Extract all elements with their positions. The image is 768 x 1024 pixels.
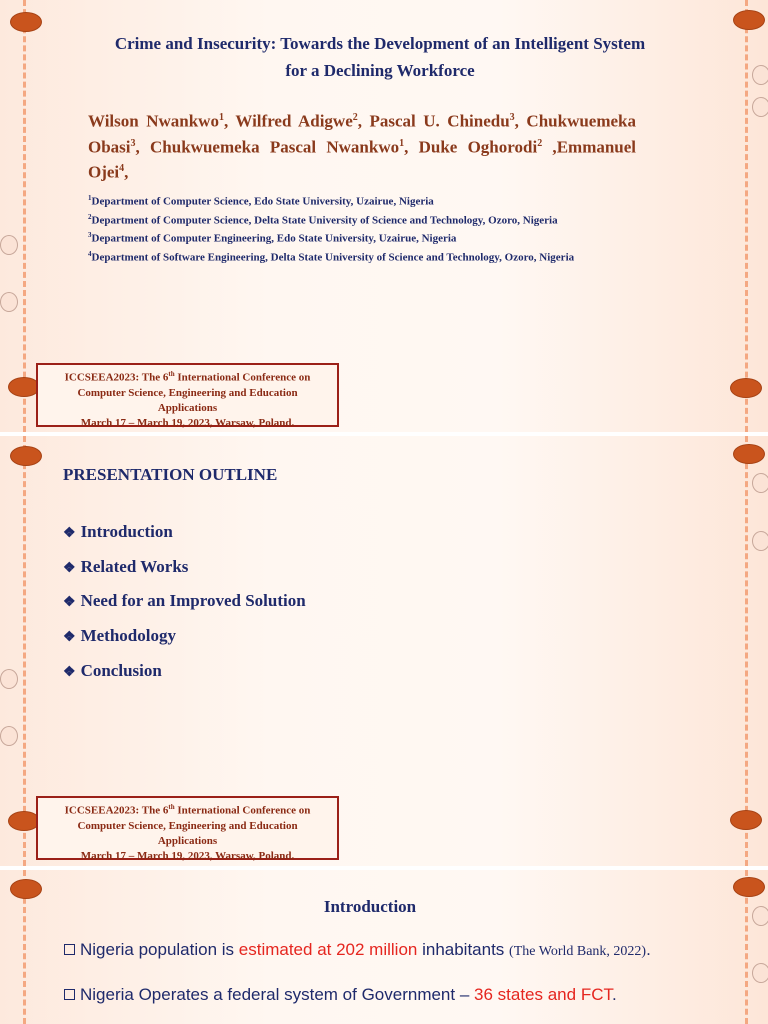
- outline-heading: PRESENTATION OUTLINE: [63, 465, 278, 484]
- author-list: Wilson Nwankwo$^1$, Wilfred Adigwe$^2$, Pascal U. Chinedu$^3$, Chukwuemeka Obasi$^3$, Chukwuemeka Pascal Nwankwo$^1$, Duke Oghorodi$^2$ ,Emmanuel Ojei$^4$,: [88, 111, 637, 182]
- affiliation-list: [88, 191, 574, 266]
- corner-oval: [10, 12, 42, 32]
- introduction-heading: Introduction: [323, 897, 417, 916]
- side-circle: [752, 473, 768, 493]
- affiliation: $^4$Department of Software Engineering, Delta State University of Science and Technology, Ozoro, Nigeria: [88, 249, 575, 264]
- side-circle: [0, 235, 18, 255]
- left-dashed-rail: [23, 436, 26, 866]
- diamond-bullet-icon: ❖: [63, 630, 76, 646]
- conference-box: ICCSEEA2023: The 6th International Conference on Computer Science, Engineering and Education Applications March 17 – March 19, 2023, Warsaw, Poland.: [36, 796, 339, 860]
- side-circle: [752, 906, 768, 926]
- author-name: Wilfred Adigwe: [235, 111, 353, 131]
- side-circle: [0, 669, 18, 689]
- corner-oval: [10, 879, 42, 899]
- side-circle: [0, 726, 18, 746]
- corner-oval: [730, 810, 762, 830]
- slide-title: [0, 0, 768, 432]
- side-circle: [752, 531, 768, 551]
- left-dashed-rail: [23, 0, 26, 432]
- author-name: Chukwuemeka Pascal Nwankwo: [150, 137, 400, 157]
- author-name: Duke Oghorodi: [418, 137, 538, 157]
- list-item: ❖ Methodology: [63, 626, 176, 646]
- list-item: ❖ Introduction: [63, 522, 173, 541]
- right-dashed-rail: [745, 436, 748, 866]
- corner-oval: [733, 444, 765, 464]
- list-item: ❖ Related Works: [63, 556, 189, 576]
- side-circle: [0, 292, 18, 312]
- intro-bullet-2: Nigeria Operates a federal system of Government – 36 states and FCT.: [64, 985, 617, 1005]
- right-dashed-rail: [745, 0, 748, 432]
- corner-oval: [730, 378, 762, 398]
- list-item: ❖ Conclusion: [63, 660, 162, 680]
- diamond-bullet-icon: ❖: [63, 560, 76, 576]
- side-circle: [752, 963, 768, 983]
- corner-oval: [10, 446, 42, 466]
- affiliation: $^3$Department of Computer Engineering, Edo State University, Uzairue, Nigeria: [88, 231, 457, 245]
- checkbox-bullet-icon: [64, 944, 75, 955]
- side-circle: [752, 97, 768, 117]
- list-item: ❖ Need for an Improved Solution: [63, 591, 306, 611]
- diamond-bullet-icon: ❖: [63, 664, 76, 680]
- conference-box: ICCSEEA2023: The 6th International Conference on Computer Science, Engineering and Education Applications March 17 – March 19, 2023, Warsaw, Poland.: [36, 363, 339, 427]
- side-circle: [752, 65, 768, 85]
- checkbox-bullet-icon: [64, 989, 75, 1000]
- author-name: Chukwuemeka Obasi: [88, 111, 637, 157]
- author-name: Wilson Nwankwo: [88, 111, 219, 131]
- diamond-bullet-icon: ❖: [63, 595, 76, 611]
- intro-bullet-1: Nigeria population is estimated at 202 million inhabitants (The World Bank, 2022).: [64, 940, 651, 960]
- outline-list: [63, 518, 306, 691]
- affiliation: $^2$Department of Computer Science, Delta State University of Science and Technology, Ozoro, Nigeria: [88, 212, 558, 227]
- title-line-1: Crime and Insecurity: Towards the Development of an Intelligent System: [114, 34, 646, 53]
- author-name: Pascal U. Chinedu: [369, 111, 510, 131]
- title-line-2: for a Declining Workforce: [285, 61, 475, 80]
- author-name: Emmanuel Ojei: [88, 137, 637, 182]
- affiliation: $^1$Department of Computer Science, Edo State University, Uzairue, Nigeria: [88, 194, 434, 208]
- diamond-bullet-icon: ❖: [63, 526, 76, 541]
- corner-oval: [733, 877, 765, 897]
- corner-oval: [733, 10, 765, 30]
- paper-title: [60, 30, 700, 84]
